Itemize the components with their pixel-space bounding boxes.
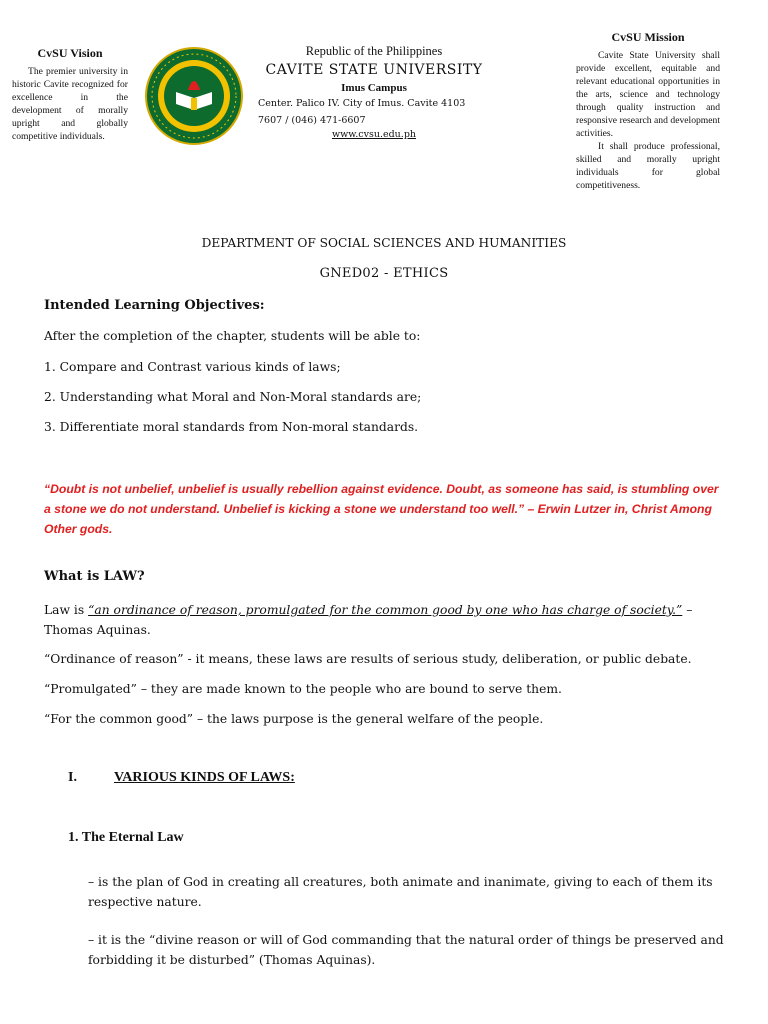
mission-title: CvSU Mission — [611, 30, 685, 44]
mission-paragraph-1: Cavite State University shall provide excellent, equitable and relevant educational opportunities in the arts, science and technology through quality instruction and responsive research and development activities. — [576, 50, 720, 139]
campus-name: Imus Campus — [341, 82, 407, 94]
objective-item: 2. Understanding what Moral and Non-Moral standards are; — [44, 390, 422, 404]
university-name: CAVITE STATE UNIVERSITY — [265, 62, 483, 78]
eternal-law-point: – is the plan of God in creating all creatures, both animate and inanimate, giving to each of them its respective nature. — [88, 875, 713, 909]
law-definition — [44, 600, 724, 640]
objectives-intro: After the completion of the chapter, students will be able to: — [44, 329, 421, 343]
eternal-law-heading: 1. The Eternal Law — [68, 830, 184, 845]
law-term: “Promulgated” – they are made known to the people who are bound to serve them. — [44, 682, 562, 696]
section-number: I. — [68, 770, 77, 785]
law-term: “Ordinance of reason” - it means, these laws are results of serious study, deliberation, or public debate. — [44, 652, 692, 666]
objectives-heading: Intended Learning Objectives: — [44, 298, 265, 313]
law-heading: What is LAW? — [44, 569, 145, 584]
mission-paragraph-2: It shall produce professional, skilled and morally upright individuals for global competitiveness. — [576, 141, 720, 191]
section-title: VARIOUS KINDS OF LAWS: — [114, 770, 295, 785]
vision-block — [12, 46, 128, 143]
vision-title: CvSU Vision — [37, 46, 103, 60]
eternal-law-point: – it is the “divine reason or will of God commanding that the natural order of things be preserved and forbidding it be disturbed” (Thomas Aquinas). — [88, 933, 724, 967]
campus-phone: 7607 / (046) 471-6607 — [258, 115, 366, 126]
republic-line: Republic of the Philippines — [305, 44, 443, 58]
letterhead — [258, 44, 490, 140]
law-term: “For the common good” – the laws purpose is the general welfare of the people. — [44, 712, 544, 726]
department-title: DEPARTMENT OF SOCIAL SCIENCES AND HUMANITIES — [201, 236, 567, 250]
law-definition-quote: “an ordinance of reason, promulgated for the common good by one who has charge of society.” — [88, 603, 683, 617]
vision-text: The premier university in historic Cavite recognized for excellence in the development of morally upright and globally competitive individuals. — [12, 66, 128, 142]
website-link[interactable]: www.cvsu.edu.ph — [331, 129, 417, 140]
section-heading — [68, 770, 295, 786]
quote-text: “Doubt is not unbelief, unbelief is usually rebellion against evidence. Doubt, as someone has said, is stumbling over a stone we do not understand. Unbelief is kicking a stone we understand too well.” – Erwin Lutzer in, Christ Among Other gods. — [44, 482, 719, 536]
university-seal-logo — [144, 46, 244, 146]
law-definition-source: – Thomas Aquinas. — [44, 603, 693, 637]
mission-block — [576, 30, 720, 192]
objective-item: 3. Differentiate moral standards from Non-moral standards. — [44, 420, 419, 434]
course-title: GNED02 - ETHICS — [319, 266, 449, 281]
campus-address: Center. Palico IV. City of Imus. Cavite 4103 — [258, 98, 466, 109]
objective-item: 1. Compare and Contrast various kinds of laws; — [44, 360, 341, 374]
law-definition-prefix: Law is — [44, 603, 89, 617]
